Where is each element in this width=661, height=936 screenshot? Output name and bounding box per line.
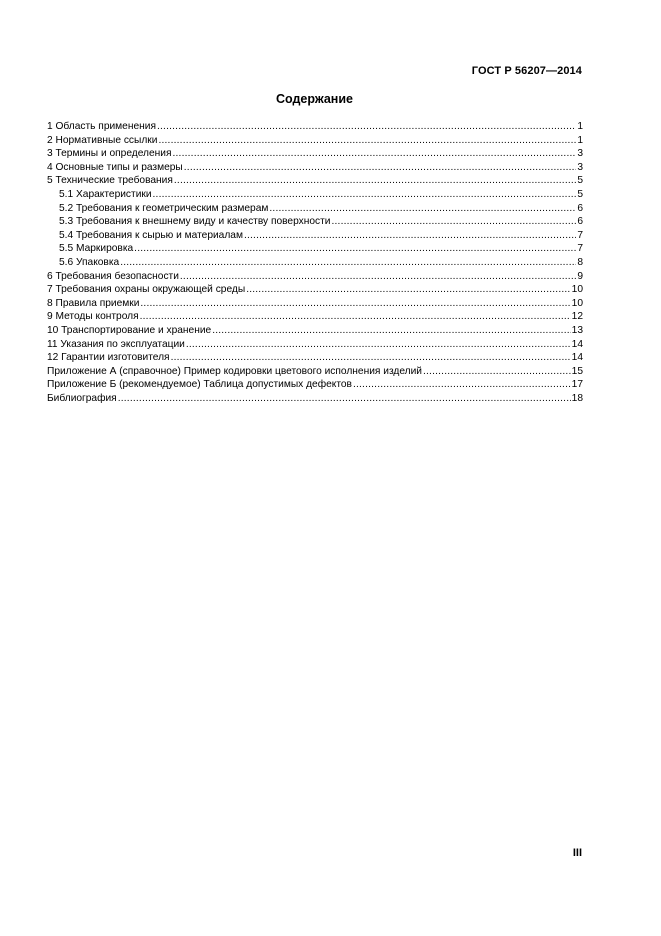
toc-entry-page: 10 [571, 297, 583, 309]
toc-entry[interactable] [47, 161, 583, 175]
toc-entry-page: 10 [571, 284, 583, 296]
toc-leader-dots [157, 120, 576, 134]
toc-leader-dots [174, 174, 576, 188]
toc-entry[interactable] [47, 188, 583, 202]
toc-entry-page: 18 [571, 392, 583, 404]
toc-entry[interactable] [47, 324, 583, 338]
toc-entry-label: 3 Термины и определения [47, 148, 172, 160]
toc-entry[interactable] [47, 365, 583, 379]
toc-entry-page: 3 [577, 161, 583, 173]
toc-leader-dots [118, 392, 571, 406]
toc-leader-dots [134, 242, 576, 256]
toc-entry-label: 5.6 Упаковка [59, 256, 120, 268]
toc-entry[interactable] [47, 215, 583, 229]
toc-entry-page: 5 [577, 175, 583, 187]
toc-entry[interactable] [47, 297, 583, 311]
toc-entry-label: 8 Правила приемки [47, 297, 140, 309]
toc-leader-dots [246, 283, 570, 297]
toc-leader-dots [158, 134, 576, 148]
toc-entry-label: 5.4 Требования к сырью и материалам [59, 229, 243, 241]
toc-leader-dots [153, 188, 577, 202]
toc-entry-page: 5 [577, 188, 583, 200]
toc-entry-page: 1 [577, 134, 583, 146]
toc-entry-page: 14 [571, 338, 583, 350]
toc-entry-page: 14 [571, 352, 583, 364]
toc-leader-dots [184, 161, 577, 175]
toc-entry-label: Библиография [47, 392, 117, 404]
toc-entry[interactable] [47, 229, 583, 243]
toc-entry-page: 6 [577, 202, 583, 214]
toc-entry-page: 1 [577, 121, 583, 132]
toc-entry-label: 2 Нормативные ссылки [47, 134, 158, 146]
toc-entry[interactable] [47, 338, 583, 352]
toc-entry[interactable] [47, 270, 583, 284]
toc-entry-label: 4 Основные типы и размеры [47, 161, 183, 173]
toc-leader-dots [171, 351, 571, 365]
toc-leader-dots [331, 215, 576, 229]
toc-leader-dots [120, 256, 576, 270]
toc-leader-dots [212, 324, 570, 338]
toc-entry-page: 17 [571, 379, 583, 391]
toc-entry[interactable] [47, 202, 583, 216]
toc-leader-dots [353, 378, 571, 392]
toc-entry[interactable] [47, 351, 583, 365]
toc-entry[interactable] [47, 120, 583, 134]
toc-leader-dots [140, 310, 571, 324]
toc-entry-page: 6 [577, 216, 583, 228]
table-of-contents [47, 120, 583, 405]
toc-entry-label: 5 Технические требования [47, 175, 173, 187]
toc-entry-label: 7 Требования охраны окружающей среды [47, 284, 246, 296]
toc-entry[interactable] [47, 256, 583, 270]
toc-entry-page: 12 [571, 311, 583, 323]
toc-entry-label: 10 Транспортирование и хранение [47, 324, 212, 336]
toc-entry-label: Приложение А (справочное) Пример кодировки цветового исполнения изделий [47, 365, 422, 377]
toc-leader-dots [180, 270, 576, 284]
toc-entry[interactable] [47, 310, 583, 324]
toc-entry-label: 11 Указания по эксплуатации [47, 338, 185, 350]
toc-entry-label: 9 Методы контроля [47, 311, 139, 323]
toc-entry-page: 8 [577, 256, 583, 268]
toc-leader-dots [423, 365, 571, 379]
toc-entry-page: 9 [577, 270, 583, 282]
toc-entry[interactable] [47, 378, 583, 392]
toc-entry[interactable] [47, 147, 583, 161]
toc-entry[interactable] [47, 283, 583, 297]
toc-entry-label: 5.3 Требования к внешнему виду и качеству поверхности [59, 216, 331, 228]
toc-entry-label: 6 Требования безопасности [47, 270, 179, 282]
toc-entry-page: 7 [577, 229, 583, 241]
toc-entry-label: 12 Гарантии изготовителя [47, 352, 170, 364]
toc-entry-page: 3 [577, 148, 583, 160]
toc-entry[interactable] [47, 242, 583, 256]
toc-entry-page: 13 [571, 324, 583, 336]
document-code: ГОСТ Р 56207—2014 [471, 65, 582, 77]
toc-entry-label: Приложение Б (рекомендуемое) Таблица допустимых дефектов [47, 379, 352, 391]
page-number: III [572, 847, 582, 859]
toc-entry[interactable] [47, 174, 583, 188]
toc-leader-dots [269, 202, 576, 216]
toc-entry-label: 1 Область применения [47, 121, 156, 132]
toc-entry-label: 5.2 Требования к геометрическим размерам [59, 202, 269, 214]
toc-entry[interactable] [47, 134, 583, 148]
toc-entry-label: 5.1 Характеристики [59, 188, 152, 200]
toc-title: Содержание [275, 92, 353, 106]
toc-entry-page: 15 [571, 365, 583, 377]
toc-entry-label: 5.5 Маркировка [59, 243, 134, 255]
toc-entry[interactable] [47, 392, 583, 406]
toc-leader-dots [186, 338, 571, 352]
toc-leader-dots [140, 297, 570, 311]
toc-leader-dots [244, 229, 576, 243]
toc-entry-page: 7 [577, 243, 583, 255]
toc-leader-dots [172, 147, 576, 161]
